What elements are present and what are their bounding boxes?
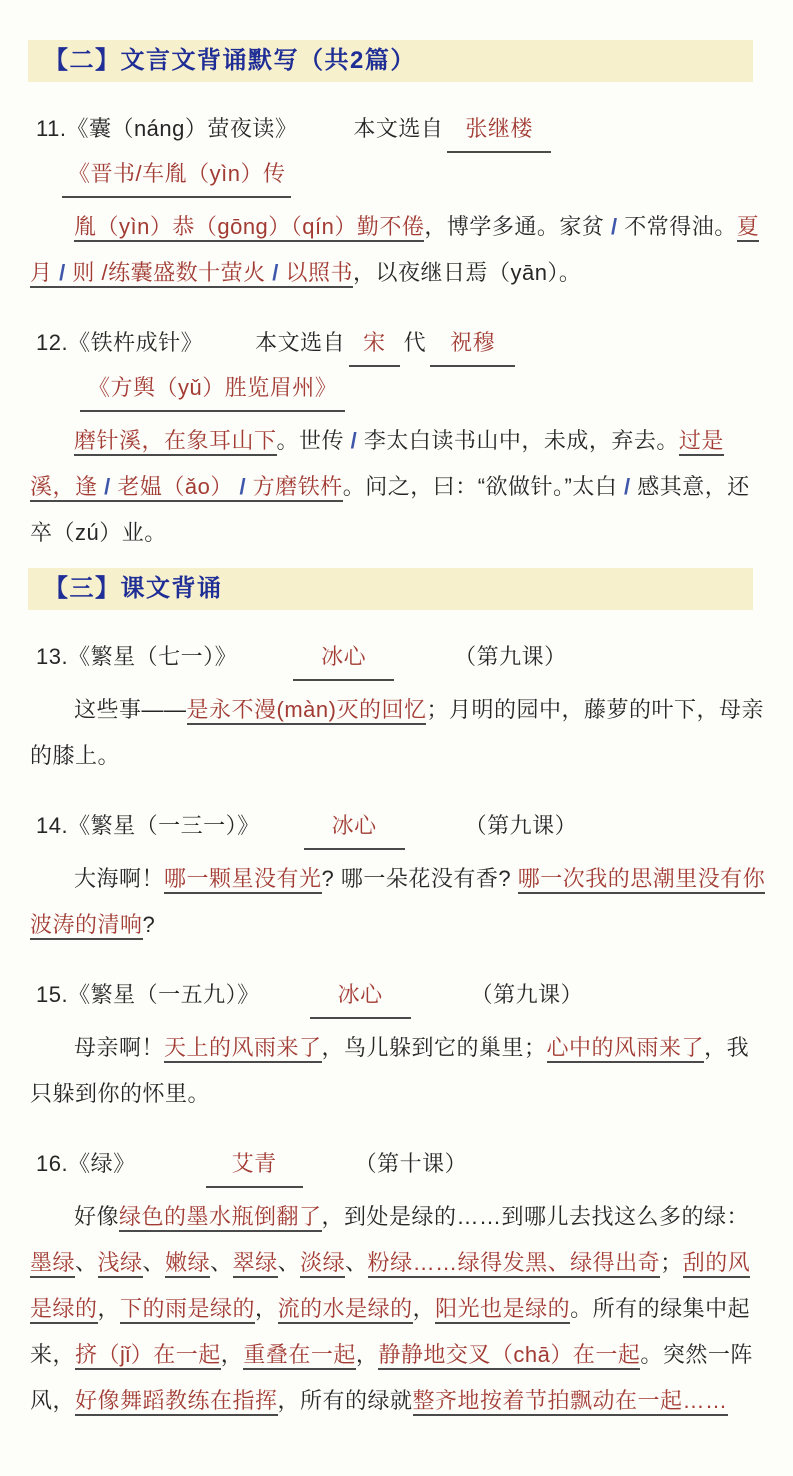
text-segment: ，我只躲到你的怀里。	[30, 1035, 750, 1106]
text-segment: 下的雨是绿的	[120, 1296, 255, 1324]
text-segment: ；	[660, 1250, 683, 1275]
answer-blank: 张继楼	[447, 108, 551, 153]
text-segment: 15.《繁星（一五九）》	[36, 982, 260, 1007]
text-segment: 、	[210, 1250, 233, 1275]
text-segment: ，博学多通。家贫	[424, 214, 611, 239]
text-segment: 过是溪，逢	[30, 428, 724, 502]
text-segment: 以照书	[279, 260, 353, 288]
answer-blank: 冰心	[293, 636, 394, 681]
item-13-body	[30, 687, 767, 779]
text-segment: 好像	[74, 1204, 120, 1229]
text-segment: 胤（yìn）恭（gōng）（qín）勤不倦	[74, 214, 424, 242]
item-11-title	[36, 108, 763, 198]
text-segment: /	[98, 474, 118, 502]
text-segment: （第九课）	[464, 813, 578, 838]
text-segment: 。问之，曰：“欲做针。”太白	[342, 474, 624, 499]
text-segment: 、	[142, 1250, 166, 1275]
item-12-title	[36, 322, 763, 412]
text-segment: 哪一颗星没有光	[164, 866, 322, 894]
text-segment: 则 /练囊盛数十萤火	[66, 260, 272, 288]
text-segment: 、	[277, 1250, 301, 1275]
text-segment: 阳光也是绿的	[435, 1296, 570, 1324]
item-12-body	[30, 418, 767, 556]
text-segment: 静静地交叉（chā）在一起	[378, 1342, 640, 1370]
answer-blank: 《方舆（yǔ）胜览眉州》	[80, 367, 345, 412]
text-segment: 淡绿	[300, 1250, 345, 1278]
text-segment: ，	[355, 1342, 379, 1367]
text-segment: 好像舞蹈教练在指挥	[75, 1388, 278, 1416]
text-segment: 大海啊！	[74, 866, 165, 891]
text-segment: 天上的风雨来了	[164, 1035, 322, 1063]
text-segment: 是永不漫(màn)灭的回忆	[187, 697, 427, 725]
text-segment: /	[233, 474, 253, 502]
text-segment: 母亲啊！	[74, 1035, 165, 1060]
section-3-header: 【三】课文背诵	[28, 568, 753, 610]
item-15-body	[30, 1025, 767, 1117]
item-14-body	[30, 856, 767, 948]
text-segment: 。世传	[276, 428, 351, 453]
text-segment: /	[272, 260, 279, 288]
text-segment: 粉绿	[368, 1250, 413, 1278]
text-segment: 嫩绿	[165, 1250, 210, 1278]
text-segment: ……绿得发黑、绿得出奇	[413, 1250, 661, 1278]
text-segment: 、	[75, 1250, 98, 1275]
text-segment: ，到处是绿的……到哪儿去找这么多的绿：	[321, 1204, 750, 1229]
text-segment: 代	[403, 330, 427, 355]
text-segment: ，	[412, 1296, 436, 1321]
answer-blank: 冰心	[310, 974, 411, 1019]
text-segment: 本文选自	[255, 330, 346, 355]
section-2-header: 【二】文言文背诵默写（共2篇）	[28, 40, 753, 82]
text-segment: 本文选自	[353, 116, 444, 141]
text-segment: 12.《铁杵成针》	[36, 330, 204, 355]
text-segment: （第九课）	[470, 982, 584, 1007]
text-segment: （第十课）	[354, 1151, 468, 1176]
text-segment: 绿色的墨水瓶倒翻了	[119, 1204, 322, 1232]
text-segment: 挤（jǐ）在一起	[75, 1342, 221, 1370]
text-segment: 墨绿	[30, 1250, 75, 1278]
text-segment: 刮的风是绿的	[30, 1250, 750, 1324]
text-segment: 夏月	[30, 214, 759, 288]
text-segment: 、	[345, 1250, 368, 1275]
text-segment: 心中的风雨来了	[547, 1035, 705, 1063]
text-segment: /	[611, 214, 618, 239]
item-16-body	[30, 1194, 767, 1424]
item-15-title	[36, 974, 763, 1019]
text-segment: （第九课）	[454, 644, 567, 669]
answer-blank: 艾青	[206, 1143, 303, 1188]
item-11-body	[30, 204, 767, 296]
text-segment: ?	[142, 912, 156, 937]
text-segment: ，以夜继日焉（yān）。	[352, 260, 582, 285]
text-segment: /	[350, 428, 358, 453]
text-segment: /	[59, 260, 66, 288]
text-segment: 这些事——	[74, 697, 187, 722]
item-14-title	[36, 805, 763, 850]
text-segment: 14.《繁星（一三一）》	[36, 813, 260, 838]
text-segment: 流的水是绿的	[278, 1296, 413, 1324]
text-segment: 磨针溪，在象耳山下	[74, 428, 277, 456]
text-segment: 浅绿	[98, 1250, 143, 1278]
text-segment: 老媪（ǎo）	[117, 474, 232, 502]
text-segment: ，	[220, 1342, 244, 1367]
text-segment: 16.《绿》	[36, 1151, 136, 1176]
text-segment: 。所有的绿集中起来，	[30, 1296, 751, 1367]
text-segment: 整齐地按着节拍飘动在一起……	[413, 1388, 728, 1416]
text-segment: ，鸟儿躲到它的巢里；	[321, 1035, 547, 1060]
text-segment: 。突然一阵风，	[30, 1342, 753, 1413]
text-segment: ，	[97, 1296, 121, 1321]
answer-blank: 冰心	[304, 805, 405, 850]
text-segment: ；月明的园中，藤萝的叶下，母亲的膝上。	[30, 697, 764, 768]
item-13-title	[36, 636, 763, 681]
text-segment: ? 哪一朵花没有香?	[321, 866, 518, 891]
text-segment: 感其意，还卒（zú）业。	[30, 474, 750, 545]
text-segment: 11.《囊（náng）萤夜读》	[36, 116, 298, 141]
answer-blank: 宋	[349, 322, 400, 367]
text-segment: 重叠在一起	[243, 1342, 356, 1370]
text-segment: ，	[255, 1296, 278, 1321]
text-segment: 方磨铁杵	[253, 474, 343, 502]
text-segment: ，所有的绿就	[277, 1388, 413, 1413]
answer-blank: 祝穆	[430, 322, 515, 367]
text-segment: 翠绿	[233, 1250, 278, 1278]
text-segment: /	[623, 474, 631, 499]
text-segment: 李太白读书山中，未成，弃去。	[357, 428, 679, 453]
text-segment: 13.《繁星（七一）》	[36, 644, 238, 669]
answer-blank: 《晋书/车胤（yìn）传	[62, 153, 291, 198]
text-segment: 不常得油。	[617, 214, 737, 239]
item-16-title	[36, 1143, 763, 1188]
text-segment: 哪一次我的思潮里没有你波涛的清响	[30, 866, 765, 940]
